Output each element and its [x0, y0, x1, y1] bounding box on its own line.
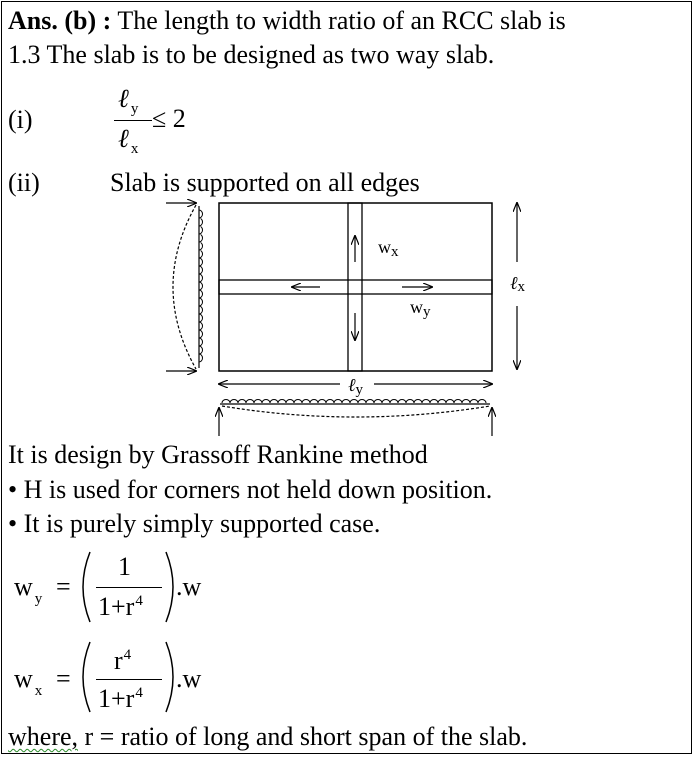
bullet-item-2: • It is purely simply supported case.	[8, 509, 381, 538]
formula-wy-bar	[96, 587, 162, 588]
answer-label: Ans. (b) :	[8, 6, 112, 35]
formula-wy-lhs: w $_y$	[14, 572, 43, 607]
bullet-item-1: • H is used for corners not held down position.	[8, 475, 493, 504]
ratio-numerator: ℓ $_y$	[118, 84, 139, 117]
formula-wy-equals: =	[56, 572, 71, 601]
answer-line-1	[8, 6, 566, 36]
ratio-denominator: ℓ $_x$	[118, 124, 139, 157]
ratio-fraction-bar	[114, 120, 152, 121]
footer-text	[8, 722, 527, 752]
wy-label: wy	[410, 297, 431, 320]
item-ii-text: Slab is supported on all edges	[110, 168, 420, 197]
formula-wx-bar	[96, 679, 162, 680]
formula-wx-denominator: $1+r^4$	[98, 684, 143, 713]
formula-wx-equals: =	[56, 664, 71, 693]
item-ii-marker: (ii)	[8, 168, 40, 197]
answer-frame	[1, 1, 692, 754]
method-text: It is design by Grassoff Rankine method	[8, 440, 428, 469]
formula-wy-numerator: 1	[118, 552, 131, 581]
answer-line-2: 1.3 The slab is to be designed as two way slab.	[8, 40, 495, 69]
item-i-marker: (i)	[8, 105, 33, 134]
formula-wy-tail: .w	[176, 572, 202, 601]
answer-text-1: The length to width ratio of an RCC slab is	[117, 6, 566, 35]
formula-wx-tail: .w	[176, 664, 202, 693]
formula-wy-denominator: $1+r^4$	[98, 592, 143, 621]
formula-wx-lhs: w $_x$	[14, 664, 43, 699]
wx-label: wx	[378, 237, 399, 260]
ratio-relation: ≤ 2	[152, 104, 186, 133]
formula-wx-numerator: $r^4$	[114, 646, 132, 675]
footer-where: where,	[8, 722, 79, 751]
ly-label: ℓy	[348, 375, 363, 398]
footer-rest: r = ratio of long and short span of the slab.	[84, 722, 528, 751]
lx-label: ℓx	[510, 273, 525, 295]
